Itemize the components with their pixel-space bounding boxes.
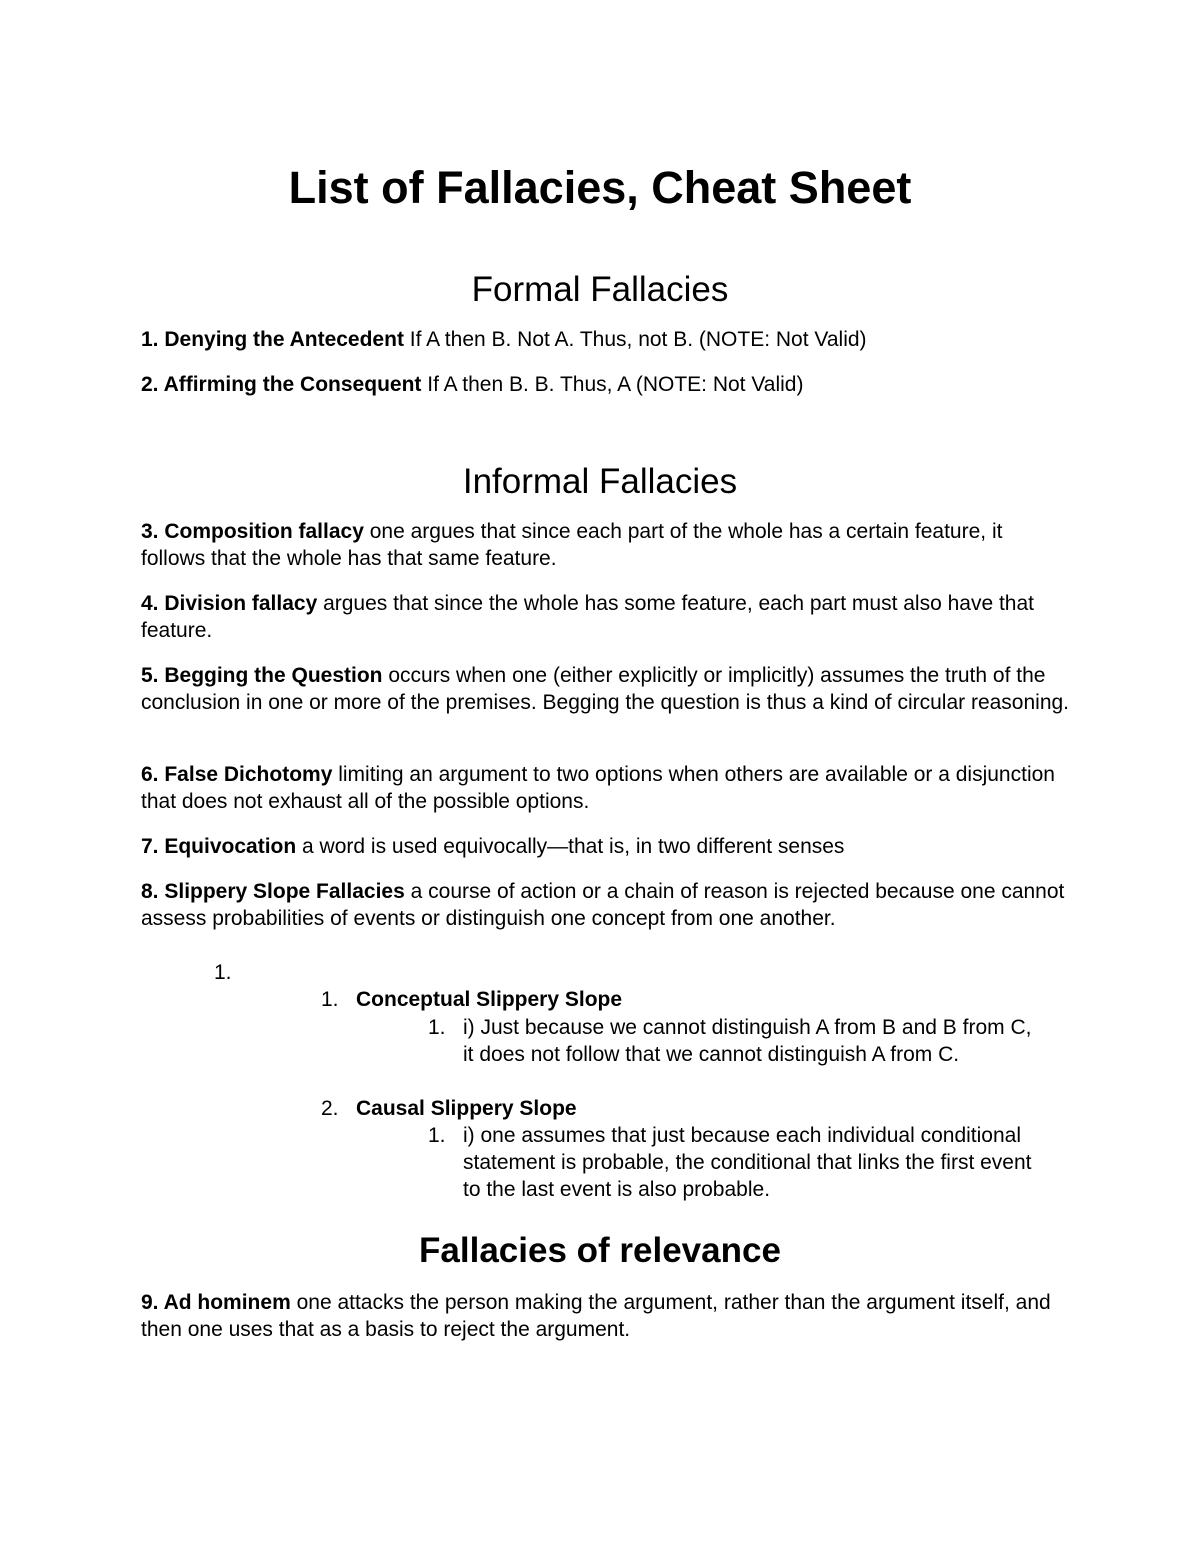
fallacy-name: 4. Division fallacy: [141, 592, 318, 615]
fallacy-name: 3. Composition fallacy: [141, 520, 364, 543]
fallacy-name: 6. False Dichotomy: [141, 763, 333, 786]
section-heading-formal: Formal Fallacies: [471, 270, 729, 309]
list-marker: 1.: [214, 961, 232, 984]
fallacy-item: [141, 833, 1071, 860]
subtype-description: i) one assumes that just because each individual conditional statement is probable, the conditional that links the first event to the last event is also probable.: [463, 1124, 1032, 1201]
fallacy-description: a word is used equivocally—that is, in two different senses: [296, 835, 845, 858]
fallacy-item: [141, 326, 1071, 353]
fallacy-item: [141, 1289, 1071, 1343]
fallacy-item: [141, 371, 1071, 398]
list-marker: 1.: [428, 1016, 446, 1039]
fallacy-description: limiting an argument to two options when others are available or a disjunction that does not exhaust all of the possible options.: [141, 763, 1055, 813]
subtype-description: i) Just because we cannot distinguish A from B and B from C, it does not follow that we cannot distinguish A from C.: [463, 1016, 1032, 1066]
fallacy-description: a course of action or a chain of reason is rejected because one cannot assess probabilities of events or distinguish one concept from one another.: [141, 880, 1065, 930]
fallacy-name: 7. Equivocation: [141, 835, 297, 858]
fallacy-name: 8. Slippery Slope Fallacies: [141, 880, 405, 903]
fallacy-name: 9. Ad hominem: [141, 1291, 291, 1314]
fallacy-item: [141, 662, 1071, 716]
fallacy-item: [141, 518, 1071, 572]
fallacy-item: [141, 878, 1071, 932]
subtype-name: Conceptual Slippery Slope: [356, 988, 623, 1011]
page-title: List of Fallacies, Cheat Sheet: [288, 162, 912, 213]
fallacy-description: occurs when one (either explicitly or implicitly) assumes the truth of the conclusion in one or more of the premises. Begging the question is thus a kind of circular reasoning.: [141, 664, 1070, 714]
subtype-name: Causal Slippery Slope: [356, 1097, 577, 1120]
fallacy-name: 1. Denying the Antecedent: [141, 328, 404, 351]
section-heading-informal: Informal Fallacies: [462, 462, 738, 501]
fallacy-item: [141, 590, 1071, 644]
list-marker: 1.: [321, 988, 339, 1011]
fallacy-name: 2. Affirming the Consequent: [141, 373, 422, 396]
fallacy-description: one attacks the person making the argument, rather than the argument itself, and then one uses that as a basis to reject the argument.: [141, 1291, 1051, 1341]
fallacy-description: If A then B. Not A. Thus, not B. (NOTE: Not Valid): [403, 328, 867, 351]
fallacy-name: 5. Begging the Question: [141, 664, 383, 687]
fallacy-description: one argues that since each part of the whole has a certain feature, it follows that the whole has that same feature.: [141, 520, 1003, 570]
list-marker: 1.: [428, 1124, 446, 1147]
fallacy-item: [141, 761, 1071, 815]
list-marker: 2.: [321, 1097, 339, 1120]
section-heading-relevance: Fallacies of relevance: [419, 1231, 781, 1270]
fallacy-description: argues that since the whole has some feature, each part must also have that feature.: [141, 592, 1034, 642]
fallacy-description: If A then B. B. Thus, A (NOTE: Not Valid): [421, 373, 804, 396]
